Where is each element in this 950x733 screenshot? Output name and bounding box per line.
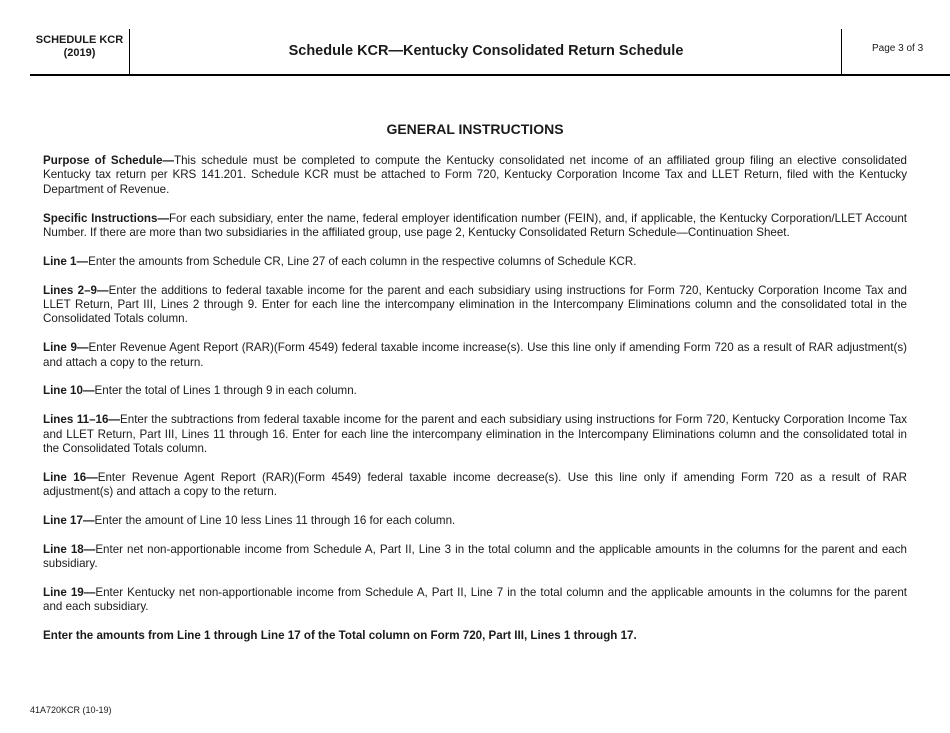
paragraph-lead: Lines 11–16— [43, 413, 121, 427]
section-title: GENERAL INSTRUCTIONS [386, 121, 564, 137]
paragraph-text: Enter net non-apportionable income from Schedule A, Part II, Line 3 in the total column and the applicable amounts in the columns for the parent and each subsidiary. [43, 542, 907, 571]
paragraph-text: This schedule must be completed to compute the Kentucky consolidated net income of an affiliated group filing an elective consolidated Kentucky tax return per KRS 141.201. Schedule KCR must be attached to Form 720, Kentucky Corporation Income Tax and LLET Return, filed with the Kentucky Department of Revenue. [43, 154, 907, 196]
paragraph-text: Enter the amounts from Schedule CR, Line 27 of each column in the respective columns of Schedule KCR. [88, 254, 637, 268]
page-header [30, 29, 950, 76]
instruction-paragraph [43, 284, 907, 327]
paragraph-lead: Line 9— [43, 341, 89, 355]
paragraph-text: Enter the additions to federal taxable income for the parent and each subsidiary using instructions for Form 720, Kentucky Corporation Income Tax and LLET Return, Part III, Lines 2 through 9. Enter for each line the intercompany elimination in the Intercompany Eliminations column and the consolidated total in the Consolidated Totals column. [43, 283, 907, 326]
instruction-paragraph [43, 586, 907, 615]
page-number: Page 3 of 3 [841, 29, 950, 74]
paragraph-text: Enter Revenue Agent Report (RAR)(Form 4549) federal taxable income decrease(s). Use this line only if amending Form 720 as a result of RAR adjustment(s) and attach a copy to the return. [43, 470, 907, 499]
instruction-paragraph [43, 212, 907, 241]
paragraph-text: Enter the amount of Line 10 less Lines 11 through 16 for each column. [94, 514, 456, 528]
instruction-paragraph [43, 341, 907, 370]
instruction-paragraph [43, 514, 907, 528]
form-code: 41A720KCR (10-19) [30, 705, 112, 715]
paragraph-text: Enter Kentucky net non-apportionable income from Schedule A, Part II, Line 7 in the total column and the applicable amounts in the columns for the parent and each subsidiary. [43, 586, 907, 614]
paragraph-lead: Purpose of Schedule— [43, 154, 175, 167]
schedule-year: (2019) [63, 47, 96, 59]
instruction-paragraph [43, 255, 907, 269]
final-note: Enter the amounts from Line 1 through Line 17 of the Total column on Form 720, Part III, Lines 1 through 17. [43, 629, 637, 643]
paragraph-text: Enter the subtractions from federal taxable income for the parent and each subsidiary using instructions for Form 720, Kentucky Corporation Income Tax and LLET Return, Part III, Lines 11 through 16. Enter for each line the intercompany elimination in the Intercompany Eliminations column and the consolidated total in the Consolidated Totals column. [43, 413, 907, 456]
instruction-paragraph [43, 384, 907, 398]
paragraph-text: Enter Revenue Agent Report (RAR)(Form 4549) federal taxable income increase(s). Use this line only if amending Form 720 as a result of RAR adjustment(s) and attach a copy to the return. [43, 341, 907, 369]
instruction-paragraph [43, 413, 907, 456]
paragraph-text: For each subsidiary, enter the name, federal employer identification number (FEIN), and, if applicable, the Kentucky Corporation/LLET Account Number. If there are more than two subsidiaries in the affiliated group, use page 2, Kentucky Consolidated Return Schedule—Continuation Sheet. [43, 211, 908, 240]
instructions-body [43, 154, 907, 658]
instruction-paragraph [43, 543, 907, 572]
paragraph-lead: Line 17— [43, 514, 95, 528]
paragraph-lead: Line 16— [43, 470, 98, 484]
instruction-paragraph [43, 471, 907, 500]
schedule-id-box [30, 29, 130, 74]
document-title: Schedule KCR—Kentucky Consolidated Return Schedule [288, 43, 684, 59]
paragraph-lead: Line 10— [43, 384, 95, 398]
schedule-name: SCHEDULE KCR [35, 34, 124, 46]
paragraph-lead: Line 1— [43, 254, 89, 268]
paragraph-text: Enter the total of Lines 1 through 9 in each column. [94, 384, 357, 398]
paragraph-lead: Line 19— [43, 586, 96, 600]
paragraph-lead: Line 18— [43, 542, 96, 556]
instruction-paragraph [43, 154, 907, 197]
paragraph-lead: Lines 2–9— [43, 283, 109, 297]
paragraph-lead: Specific Instructions— [43, 211, 170, 225]
